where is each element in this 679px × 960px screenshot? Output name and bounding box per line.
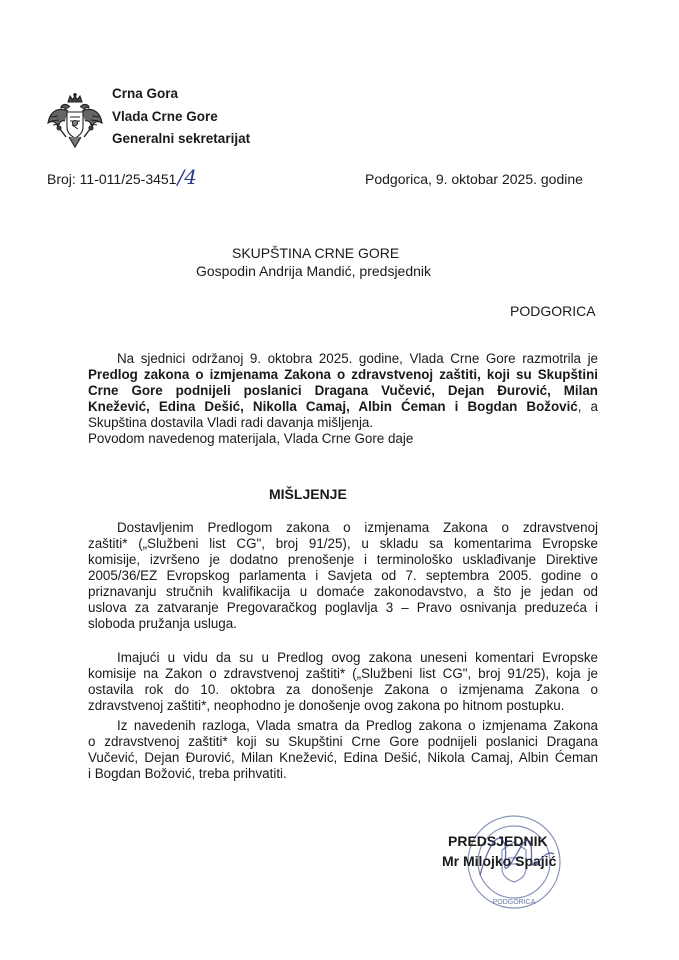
addressee-institution: SKUPŠTINA CRNE GORE bbox=[232, 245, 400, 261]
header-secretariat: Generalni sekretarijat bbox=[112, 131, 251, 146]
body-line: i Bogdan Božović, treba prihvatiti. bbox=[88, 766, 287, 781]
intro-line-bold: Knežević, Edina Dešić, Nikolla Camaj, Albin Ćeman i Bogdan Božović bbox=[88, 399, 578, 414]
intro-line: Povodom navedenog materijala, Vlada Crne Gore daje bbox=[88, 431, 414, 446]
intro-line: Skupština dostavila Vladi radi davanja mišljenja. bbox=[88, 415, 374, 430]
intro-paragraph bbox=[88, 351, 598, 447]
signature-name: Mr Milojko Spajić bbox=[442, 853, 557, 869]
body-line: o zdravstvenoj zaštiti* koji su Skupštini Crne Gore podnijeli poslanici Dragana bbox=[88, 734, 598, 749]
place-date: Podgorica, 9. oktobar 2025. godine bbox=[365, 171, 583, 187]
body-line: zdravstvenoj zaštiti*, neophodno je donošenje ovog zakona po hitnom postupku. bbox=[88, 698, 565, 713]
body-paragraph-1 bbox=[88, 520, 598, 632]
handwritten-signature bbox=[470, 820, 560, 890]
stamp-city-text: PODGORICA bbox=[492, 899, 536, 906]
body-paragraph-3 bbox=[88, 718, 598, 782]
intro-line: Na sjednici održanoj 9. oktobra 2025. godine, Vlada Crne Gore razmotrila je bbox=[117, 351, 598, 366]
addressee-person: Gospodin Andrija Mandić, predsjednik bbox=[196, 263, 432, 279]
intro-line-bold: Crne Gore podnijeli poslanici Dragana Vučević, Dejan Đurović, Milan bbox=[88, 383, 598, 398]
coat-of-arms-emblem bbox=[46, 93, 104, 153]
body-line: Dostavljenim Predlogom zakona o izmjenama Zakona o zdravstvenoj bbox=[117, 520, 598, 535]
body-line: uslova za zatvaranje Pregovaračkog poglavlja 3 – Pravo osnivanja preduzeća i bbox=[88, 600, 598, 615]
intro-line-bold: Predlog zakona o izmjenama Zakona o zdravstvenoj zaštiti, koji su Skupštini bbox=[88, 367, 598, 382]
body-line: 2005/36/EZ Evropskog parlamenta i Savjeta od 7. septembra 2005. godine o bbox=[88, 568, 598, 583]
reference-handwritten-suffix: /4 bbox=[177, 165, 197, 189]
reference-number bbox=[47, 165, 197, 189]
intro-line-mixed bbox=[88, 399, 598, 415]
body-line: priznavanju stručnih kvalifikacija u domaće zakonodavstvo, a što je jedan od bbox=[88, 584, 598, 599]
body-line: Vučević, Dejan Đurović, Milan Knežević, Edina Dešić, Nikola Camaj, Albin Ćeman bbox=[88, 750, 598, 765]
intro-line-tail: , a bbox=[577, 399, 598, 414]
body-line: Iz navedenih razloga, Vlada smatra da Predlog zakona o izmjenama Zakona bbox=[117, 718, 598, 733]
header-government: Vlada Crne Gore bbox=[112, 109, 218, 124]
header-country: Crna Gora bbox=[112, 86, 179, 101]
body-line: komisije na Zakon o zdravstvenoj zaštiti* („Službeni list CG", broj 91/25), koja je bbox=[88, 666, 598, 681]
body-line: ostavila rok do 10. oktobra za donošenje Zakona o izmjenama Zakona o bbox=[88, 682, 598, 697]
reference-number-text: Broj: 11-011/25-3451 bbox=[47, 171, 177, 187]
body-paragraph-2 bbox=[88, 650, 598, 714]
signature-title: PREDSJEDNIK bbox=[448, 833, 548, 849]
body-line: sloboda pružanja usluga. bbox=[88, 616, 237, 631]
body-line: komisije, izvršeno je dodatno prenošenje i terminološko usklađivanje Direktive bbox=[88, 552, 598, 567]
opinion-heading: MIŠLJENJE bbox=[269, 486, 347, 502]
body-line: zaštiti* („Službeni list CG", broj 91/25), u skladu sa komentarima Evropske bbox=[88, 536, 598, 551]
body-line: Imajući u vidu da su u Predlog ovog zakona uneseni komentari Evropske bbox=[117, 650, 598, 665]
addressee-city: PODGORICA bbox=[510, 303, 596, 319]
